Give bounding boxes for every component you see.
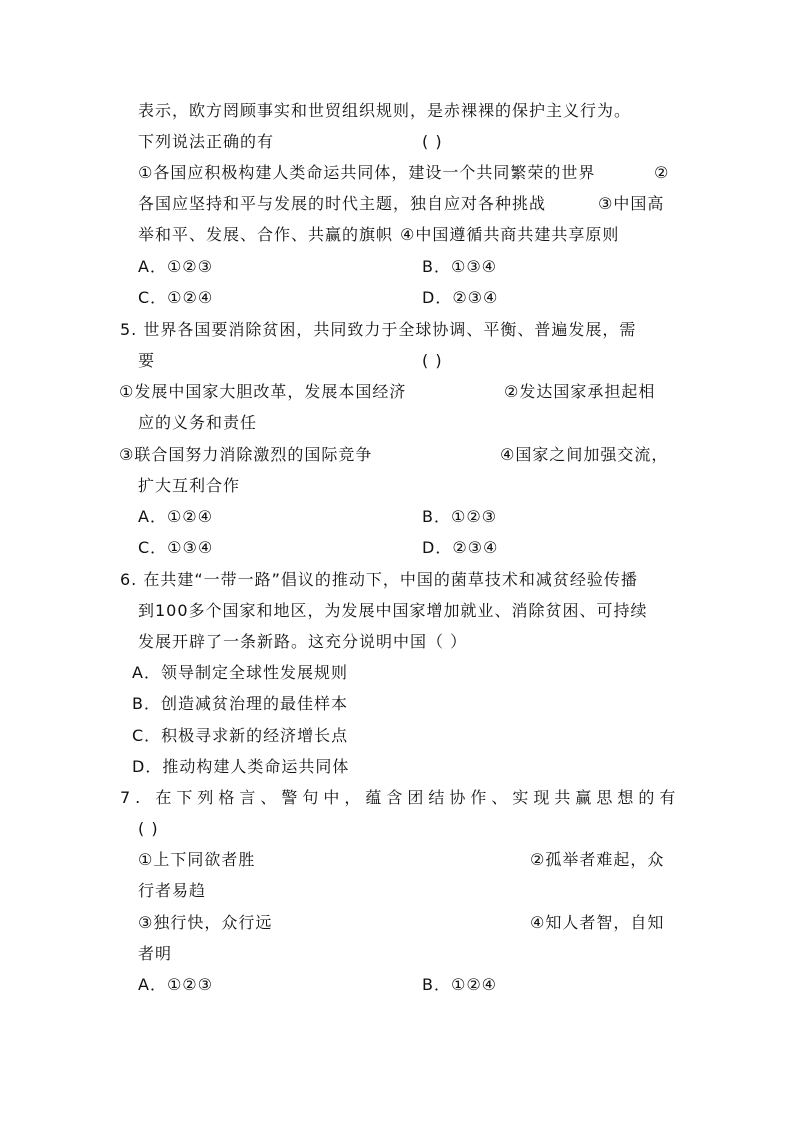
q6-option-c[interactable]: C．积极寻求新的经济增长点 [132, 726, 349, 745]
q7-stem-line-1: 7. 在下列格言、警句中，蕴含团结协作、实现共赢思想的有 [120, 788, 681, 807]
q6-stem-line-1: 6. 在共建“一带一路”倡议的推动下，中国的菌草技术和减贫经验传播 [120, 570, 638, 589]
q5-statement-3: ③联合国努力消除激烈的国际竞争 [119, 445, 373, 464]
q7-statement-4: ④知人者智，自知 [530, 913, 665, 932]
q7-statement-1: ①上下同欲者胜 [138, 850, 256, 869]
q6-stem-line-3: 发展开辟了一条新路。这充分说明中国（ ） [138, 632, 468, 651]
q7-statement-4-cont: 者明 [138, 944, 173, 963]
q7-answer-paren: ( ) [138, 819, 159, 838]
q5-statement-2-cont: 应的义务和责任 [138, 413, 258, 432]
q6-option-a[interactable]: A．领导制定全球性发展规则 [132, 663, 348, 682]
q5-statement-1: ①发展中国家大胆改革，发展本国经济 [119, 382, 407, 401]
q4-statement-4: ④中国遵循共商共建共享原则 [400, 225, 620, 244]
q4-stem: 下列说法正确的有 [138, 132, 275, 151]
q7-statement-2: ②孤举者难起，众 [530, 850, 665, 869]
q5-option-a[interactable]: A．①②④ [138, 507, 213, 526]
q7-option-a[interactable]: A．①②③ [138, 975, 213, 994]
q4-statement-2-number: ② [654, 163, 670, 182]
q7-statement-3: ③独行快，众行远 [138, 913, 273, 932]
q4-context-line: 表示，欧方罔顾事实和世贸组织规则，是赤裸裸的保护主义行为。 [138, 101, 632, 120]
q6-option-b[interactable]: B．创造减贫治理的最佳样本 [132, 694, 348, 713]
q4-option-d[interactable]: D．②③④ [422, 288, 499, 307]
q5-option-b[interactable]: B．①②③ [422, 507, 498, 526]
q7-statement-2-cont: 行者易趋 [138, 881, 207, 900]
q5-option-c[interactable]: C．①③④ [138, 538, 214, 557]
q5-stem-line-1: 5. 世界各国要消除贫困，共同致力于全球协调、平衡、普遍发展，需 [120, 320, 637, 339]
q4-option-a[interactable]: A．①②③ [138, 257, 213, 276]
q4-statement-3-start: ③中国高 [598, 194, 665, 213]
q5-statement-2: ②发达国家承担起相 [504, 382, 656, 401]
q5-answer-paren: ( ) [422, 351, 443, 370]
q4-statement-2: 各国应坚持和平与发展的时代主题，独自应对各种挑战 [138, 194, 547, 213]
q4-statement-1: ①各国应积极构建人类命运共同体，建设一个共同繁荣的世界 [138, 163, 596, 182]
q4-answer-paren: ( ) [422, 132, 443, 151]
q4-option-c[interactable]: C．①②④ [138, 288, 214, 307]
q5-statement-4: ④国家之间加强交流， [500, 445, 669, 464]
q6-option-d[interactable]: D．推动构建人类命运共同体 [132, 757, 350, 776]
q7-option-b[interactable]: B．①②④ [422, 975, 498, 994]
q5-statement-4-cont: 扩大互利合作 [138, 476, 241, 495]
q4-option-b[interactable]: B．①③④ [422, 257, 498, 276]
q5-option-d[interactable]: D．②③④ [422, 538, 499, 557]
q6-stem-line-2: 到100多个国家和地区，为发展中国家增加就业、消除贫困、可持续 [138, 601, 648, 620]
q5-stem-line-2: 要 [138, 351, 156, 370]
q4-statement-3: 举和平、发展、合作、共赢的旗帜 [138, 225, 394, 244]
